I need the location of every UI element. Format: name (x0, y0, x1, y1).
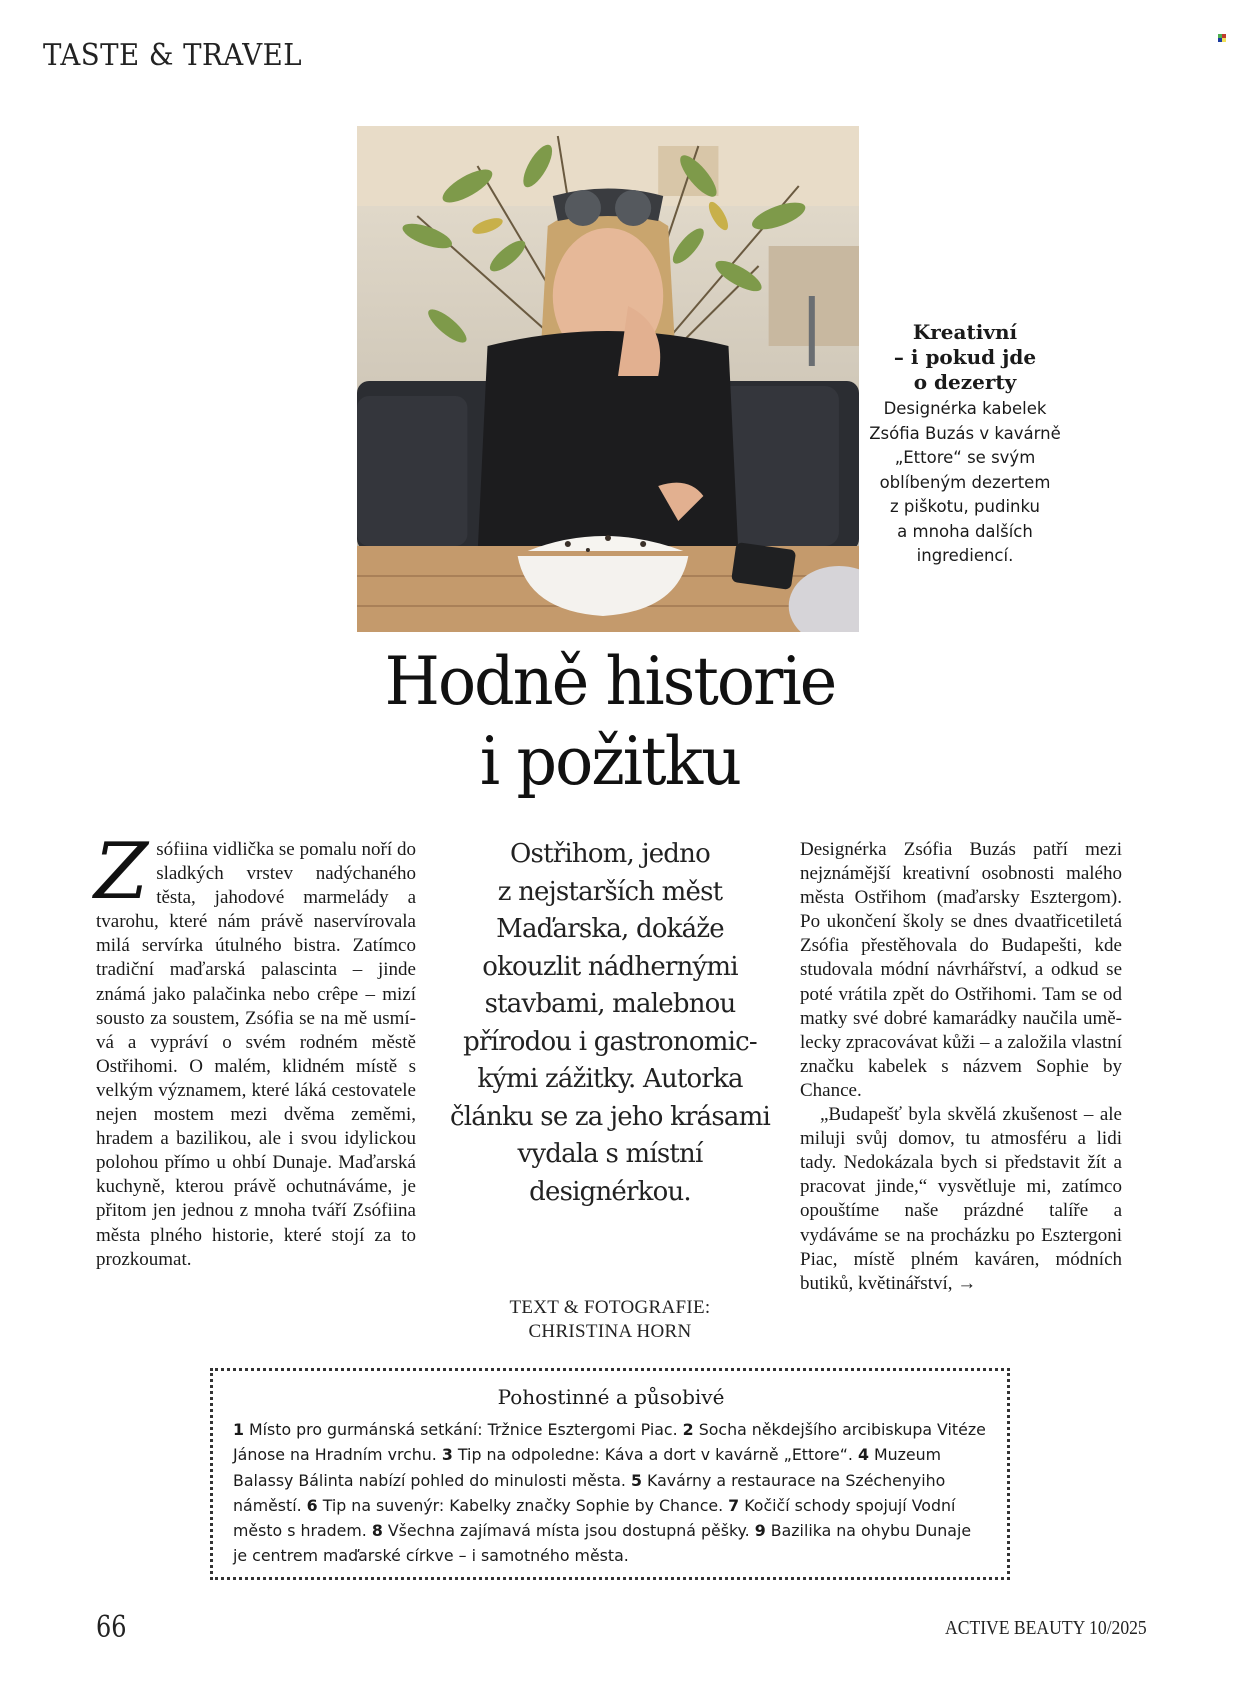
item-text: Kavárny a restaurace na Széchenyiho náměstí. (233, 1470, 946, 1515)
lead-line: z nejstarších měst (497, 876, 723, 907)
item-number: 3 (441, 1445, 453, 1465)
infobox-list (233, 1417, 989, 1569)
body-column-left (94, 827, 416, 1272)
body-paragraph-text: „Budapešť byla skvělá zkušenost – ale miluji svůj domov, tu atmosféru a lidi tady. Nedokázala bych si představit žít a pracovat jinde,“ vysvětluje mi, zatímco opouštíme naše prázdné talíře a vydáváme se na procházku po Esztergoni Piac, místě plném kaváren, módních butiků, květinářství, (800, 1104, 1122, 1294)
item-number: 5 (630, 1470, 642, 1490)
item-text: Místo pro gurmánská setkání: Tržnice Esztergomi Piac. (249, 1420, 678, 1439)
tips-infobox (210, 1368, 1010, 1580)
item-number: 4 (857, 1445, 869, 1465)
body-paragraph: Designérka Zsófia Buzás patří mezi nejznámější kreativní osobnosti malého města Ostřihom (maďarsky Esztergom). Po ukončení školy se dnes dvaatřicetiletá Zsófia přestěhovala do Budapešti, kde studovala módní návrhářství, a odkud se poté vrátila zpět do Ostřihomi. Tam se od matky své dobré kamarádky naučila umělecky zpracovávat kůži – a založila vlastní značku kabelek s názvem Sophie by Chance. (800, 839, 1122, 1101)
article-lead (428, 836, 792, 1211)
caption-title-line: – i pokud jde (893, 345, 1037, 369)
caption-text-line: a mnoha dalších (897, 521, 1033, 541)
magazine-issue: ACTIVE BEAUTY 10/2025 (945, 1617, 1147, 1639)
headline-line: Hodně historie (384, 643, 836, 720)
portrait-photo-icon (357, 126, 859, 632)
item-number: 9 (754, 1521, 766, 1541)
caption-title (855, 320, 1075, 395)
item-text: Kočičí schody spojují Vodní město s hradem. (233, 1495, 956, 1541)
item-text: Bazilika na ohybu Dunaje je centrem maďarské církve – i samotného města. (233, 1521, 972, 1566)
caption-title-line: Kreativní (912, 320, 1018, 344)
body-column-right (800, 838, 1122, 1296)
item-number: 2 (682, 1420, 694, 1439)
caption-text-line: „Ettore“ se svým (894, 448, 1036, 467)
body-text-left: sófiina vidlička se pomalu noří do sladkých vrstev nadýchaného těsta, jahodové marmelády a tvarohu, které nám právě naservírovala milá servírka útulného bistra. Zatímco tradiční maďarská palascinta – jinde známá jako palačinka nebo crêpe – mizí sousto za soustem, Zsófia se na mě usmívá a vypráví o svém rodném městě Ostřihomi. O malém, klidném místě s velkým významem, které láká cestovatele nejen mostem mezi dvěma zeměmi, hradem a bazilikou, ale i svou idylickou polohou přímo u ohbí Dunaje. Maďarská kuchyně, kterou právě ochutnáváme, je přitom jen jednou z mnoha tváří Zsófiina města plného historie, které stojí za to prozkoumat. (96, 839, 416, 1270)
item-text: Socha někdejšího arcibiskupa Vitéze Jánose na Hradním vrchu. (233, 1420, 986, 1465)
item-number: 7 (728, 1495, 740, 1515)
infobox-title: Pohostinné a působivé (497, 1385, 725, 1409)
body-paragraph-quote (800, 1103, 1122, 1296)
item-number: 6 (306, 1495, 318, 1515)
caption-text-line: Designérka kabelek (883, 399, 1047, 418)
item-text: Tip na suvenýr: Kabelky značky Sophie by Chance. (322, 1495, 724, 1515)
lead-line: okouzlit nádhernými (482, 951, 738, 982)
item-number: 8 (371, 1521, 383, 1541)
caption-text-line: oblíbeným dezertem (879, 472, 1051, 492)
item-text: Všechna zajímavá místa jsou dostupná pěšky. (387, 1521, 750, 1541)
portrait-photo (357, 126, 859, 632)
item-text: Tip na odpoledne: Káva a dort v kavárně „Ettore“. (457, 1445, 853, 1465)
corner-logo-icon (1218, 34, 1226, 42)
lead-line: přírodou i gastronomic- (463, 1026, 757, 1057)
caption-title-line: o dezerty (913, 370, 1017, 394)
section-title: TASTE & TRAVEL (43, 38, 303, 73)
article-headline (330, 642, 890, 802)
drop-cap: Z (94, 827, 149, 917)
lead-line: Maďarska, dokáže (496, 914, 724, 944)
caption-text-line: ingrediencí. (916, 546, 1014, 565)
caption-text-line: Zsófia Buzás v kavárně (869, 423, 1061, 443)
byline-author: CHRISTINA HORN (528, 1321, 692, 1342)
item-text: Muzeum Balassy Bálinta nabízí pohled do minulosti města. (233, 1445, 942, 1490)
lead-line: designérkou. (529, 1176, 691, 1207)
page-number: 66 (96, 1610, 127, 1645)
headline-line: i požitku (479, 723, 741, 800)
lead-line: stavbami, malebnou (484, 989, 736, 1019)
caption-text (855, 397, 1075, 569)
lead-line: článku se za jeho krásami (450, 1101, 770, 1132)
byline-line: TEXT & FOTOGRAFIE: (509, 1297, 711, 1318)
photo-caption (855, 320, 1075, 569)
item-number: 1 (233, 1420, 244, 1439)
byline (460, 1296, 760, 1344)
caption-text-line: z piškotu, pudinku (890, 497, 1040, 516)
lead-line: vydala s místní (517, 1139, 703, 1169)
lead-line: Ostřihom, jedno (510, 839, 710, 869)
lead-line: kými zážitky. Autorka (477, 1064, 743, 1094)
continue-arrow-icon: → (957, 1272, 977, 1294)
